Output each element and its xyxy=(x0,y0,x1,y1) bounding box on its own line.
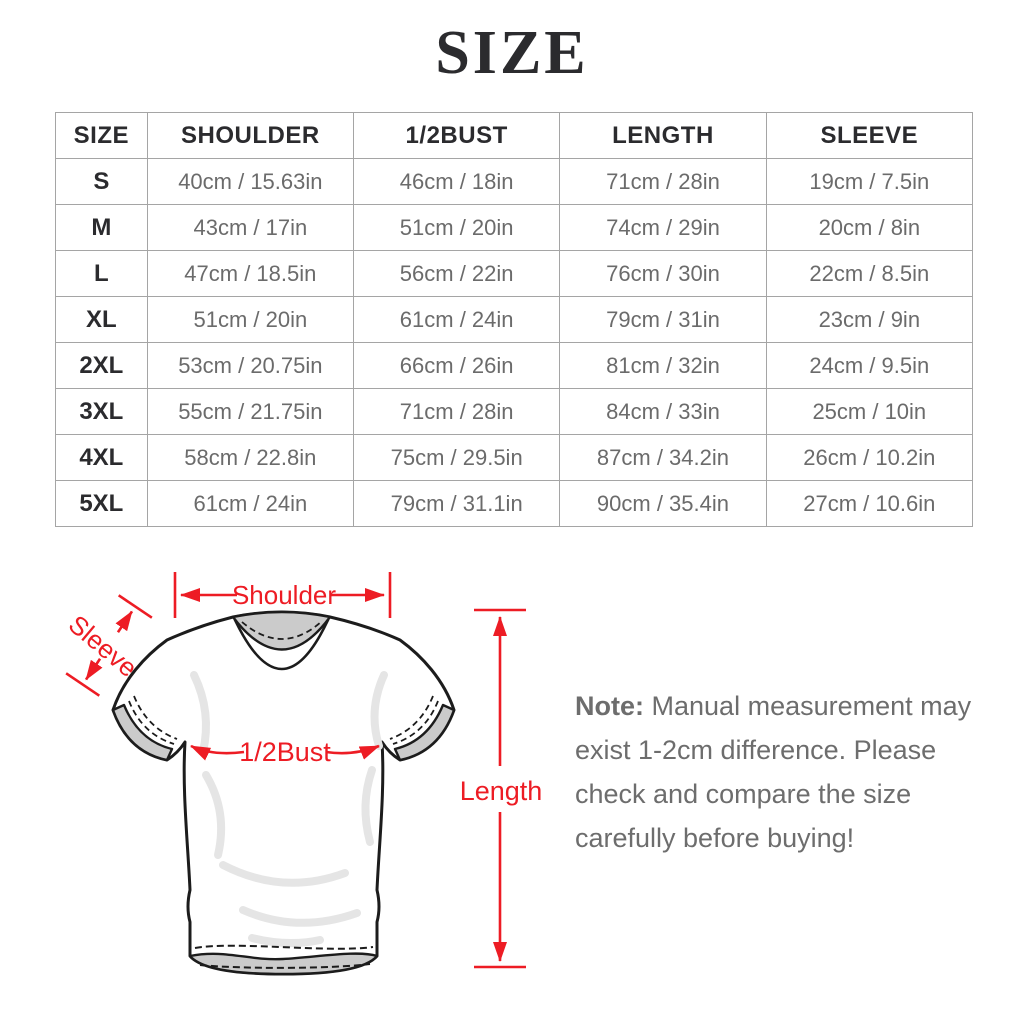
table-row xyxy=(56,389,973,435)
header-row xyxy=(56,113,973,159)
sleeve-cell: 22cm / 8.5in xyxy=(766,251,972,297)
table-row xyxy=(56,251,973,297)
column-header-shoulder: SHOULDER xyxy=(147,113,353,159)
sleeve-cell: 27cm / 10.6in xyxy=(766,481,972,527)
bust-cell: 75cm / 29.5in xyxy=(354,435,560,481)
table-row xyxy=(56,343,973,389)
size-cell: 5XL xyxy=(56,481,148,527)
length-cell: 74cm / 29in xyxy=(560,205,766,251)
sleeve-cell: 24cm / 9.5in xyxy=(766,343,972,389)
bust-cell: 51cm / 20in xyxy=(354,205,560,251)
tshirt-drawing xyxy=(113,612,454,974)
sleeve-cell: 23cm / 9in xyxy=(766,297,972,343)
bust-cell: 79cm / 31.1in xyxy=(354,481,560,527)
size-cell: L xyxy=(56,251,148,297)
size-cell: S xyxy=(56,159,148,205)
table-row xyxy=(56,481,973,527)
shoulder-cell: 51cm / 20in xyxy=(147,297,353,343)
bust-cell: 61cm / 24in xyxy=(354,297,560,343)
length-cell: 87cm / 34.2in xyxy=(560,435,766,481)
sleeve-cell: 26cm / 10.2in xyxy=(766,435,972,481)
shoulder-cell: 58cm / 22.8in xyxy=(147,435,353,481)
shoulder-cell: 61cm / 24in xyxy=(147,481,353,527)
column-header-length: LENGTH xyxy=(560,113,766,159)
shoulder-cell: 53cm / 20.75in xyxy=(147,343,353,389)
column-header-sleeve: SLEEVE xyxy=(766,113,972,159)
measurement-note xyxy=(575,684,981,860)
bust-cell: 46cm / 18in xyxy=(354,159,560,205)
sleeve-cell: 25cm / 10in xyxy=(766,389,972,435)
size-cell: 2XL xyxy=(56,343,148,389)
table-row xyxy=(56,435,973,481)
column-header-size: SIZE xyxy=(56,113,148,159)
table-row xyxy=(56,159,973,205)
sleeve-cell: 19cm / 7.5in xyxy=(766,159,972,205)
length-cell: 79cm / 31in xyxy=(560,297,766,343)
table-row xyxy=(56,205,973,251)
sleeve-cell: 20cm / 8in xyxy=(766,205,972,251)
bust-label: 1/2Bust xyxy=(239,737,331,767)
sleeve-label: Sleeve xyxy=(62,608,144,684)
length-measure xyxy=(460,610,543,967)
length-cell: 90cm / 35.4in xyxy=(560,481,766,527)
shoulder-cell: 47cm / 18.5in xyxy=(147,251,353,297)
length-cell: 76cm / 30in xyxy=(560,251,766,297)
length-cell: 84cm / 33in xyxy=(560,389,766,435)
size-cell: 4XL xyxy=(56,435,148,481)
page-title: SIZE xyxy=(435,19,589,87)
shoulder-cell: 43cm / 17in xyxy=(147,205,353,251)
length-cell: 71cm / 28in xyxy=(560,159,766,205)
column-header-bust: 1/2BUST xyxy=(354,113,560,159)
bust-cell: 56cm / 22in xyxy=(354,251,560,297)
shoulder-label: Shoulder xyxy=(231,580,337,610)
note-label: Note: xyxy=(575,691,644,721)
size-cell: 3XL xyxy=(56,389,148,435)
tshirt-measurement-diagram xyxy=(40,560,570,1024)
size-table xyxy=(55,112,973,527)
table-row xyxy=(56,297,973,343)
size-cell: M xyxy=(56,205,148,251)
note-text: Manual measurement may exist 1-2cm difference. Please check and compare the size carefully before buying! xyxy=(575,691,972,853)
size-cell: XL xyxy=(56,297,148,343)
length-cell: 81cm / 32in xyxy=(560,343,766,389)
length-label: Length xyxy=(459,776,543,806)
bust-cell: 71cm / 28in xyxy=(354,389,560,435)
bust-cell: 66cm / 26in xyxy=(354,343,560,389)
shoulder-cell: 40cm / 15.63in xyxy=(147,159,353,205)
shoulder-cell: 55cm / 21.75in xyxy=(147,389,353,435)
